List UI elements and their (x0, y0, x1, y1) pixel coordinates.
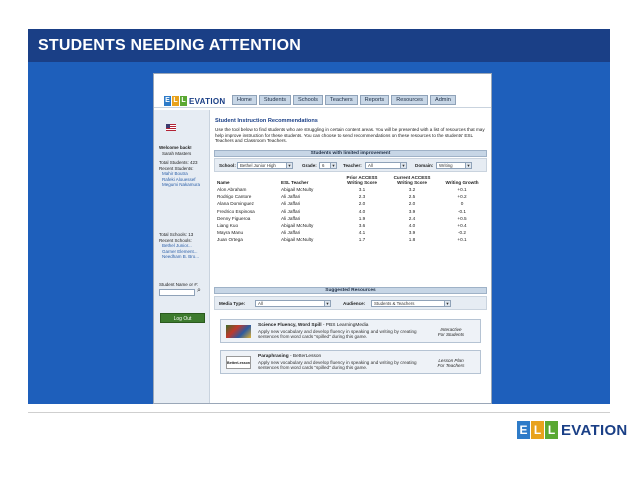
resource-filters (214, 296, 487, 310)
current-score: 3.2 (408, 187, 416, 192)
logout-button[interactable]: Log Out (160, 313, 205, 323)
current-score: 2.4 (408, 215, 416, 221)
school-label: School: (219, 163, 236, 168)
resource-title-line (258, 354, 321, 359)
nav-resources[interactable]: Resources (391, 95, 428, 105)
resource-title[interactable]: Science Fluency, Word Spill (258, 323, 322, 328)
resource-format: Interactive (440, 327, 462, 332)
table-row[interactable] (216, 229, 486, 236)
nav-home[interactable]: Home (232, 95, 257, 105)
welcome-text: Welcome back! (159, 145, 192, 150)
table-row[interactable] (216, 186, 486, 193)
resource-thumbnail (226, 325, 251, 338)
teacher-label: Teacher: (343, 163, 362, 168)
current-score: 3.9 (408, 230, 416, 236)
esl-teacher: Abigail McNulty (281, 223, 314, 229)
student-name[interactable]: Alana Dominguez (217, 201, 255, 207)
logo-letter-e: E (165, 97, 170, 104)
student-name[interactable]: Alon Abraham (217, 187, 247, 192)
domain-value: Writing (439, 163, 453, 168)
media-type-select[interactable] (255, 300, 331, 307)
domain-label: Domain: (415, 163, 434, 168)
resource-source: - BetterLesson (288, 354, 322, 359)
recent-school-link[interactable]: Bethel Junior... (162, 243, 192, 248)
recent-school-link[interactable]: Needham B. Bro... (162, 254, 200, 259)
resource-audience: For Students (437, 332, 465, 338)
audience-value: Students & Teachers (374, 301, 415, 306)
current-score: 1.8 (408, 237, 416, 243)
grade-label: Grade: (302, 163, 317, 168)
table-row[interactable] (216, 236, 486, 243)
esl-teacher: Ali Jaffari (281, 201, 301, 207)
current-score: 3.9 (408, 208, 416, 214)
growth: -0.2 (457, 230, 467, 236)
col-prior-score[interactable]: Prior ACCESS Writing Score (346, 175, 378, 185)
student-name[interactable]: Denny Figueroa (217, 215, 251, 221)
audience-label: Audience: (343, 301, 366, 306)
resource-description: Apply new vocabulary and develop fluency in speaking and writing by creating sentences from word cards "spilled" during this game. (258, 360, 417, 371)
school-value: Bethel Junior High (240, 163, 276, 168)
resource-thumbnail (226, 356, 251, 369)
prior-score: 3.6 (358, 223, 366, 229)
resource-title-line (258, 323, 368, 328)
grade-select[interactable] (319, 162, 337, 169)
teacher-value: All (368, 163, 373, 168)
main-content (214, 110, 489, 403)
table-row[interactable] (216, 215, 486, 222)
nav-students[interactable]: Students (259, 95, 291, 105)
prior-score: 1.9 (358, 215, 366, 221)
growth: +0.5 (457, 215, 467, 221)
nav-teachers[interactable]: Teachers (325, 95, 358, 105)
footer-divider (28, 412, 610, 413)
esl-teacher: Ali Jaffari (281, 208, 301, 214)
slide-title: STUDENTS NEEDING ATTENTION (38, 37, 301, 54)
app-header (154, 74, 491, 108)
student-name[interactable]: Mayra Manu (217, 230, 244, 236)
prior-score: 4.0 (358, 208, 366, 214)
logo-wordmark: EVATION (189, 96, 226, 106)
resource-format: Lesson Plan (438, 358, 464, 363)
current-score: 4.0 (408, 223, 416, 229)
recent-school-link[interactable]: Garner Element... (162, 248, 198, 254)
audience-select[interactable] (371, 300, 451, 307)
student-filters (214, 158, 487, 172)
resources-panel-header: Suggested Resources (214, 287, 487, 294)
logo-wordmark: EVATION (561, 421, 628, 439)
search-icon[interactable]: ⌕ (197, 287, 201, 294)
thumbnail-label: BetterLesson (227, 360, 250, 365)
student-name[interactable]: Liang Kuo (217, 223, 239, 229)
growth: 0 (460, 201, 464, 207)
students-panel-header: Students with limited improvement (214, 150, 487, 157)
logo-letter-e: E (517, 421, 530, 439)
us-flag-icon[interactable] (166, 124, 176, 131)
esl-teacher: Ali Jaffari (281, 194, 301, 200)
resource-card[interactable] (220, 350, 481, 374)
growth: +0.4 (457, 223, 467, 229)
nav-reports[interactable]: Reports (360, 95, 390, 105)
col-current-score[interactable]: Current ACCESS Writing Score (393, 175, 431, 185)
resource-audience: For Teachers (437, 363, 465, 369)
student-search-label: Student Name or #: (159, 282, 199, 287)
logo-letter-l2: L (181, 97, 186, 104)
logo-letter-l2: L (545, 421, 558, 439)
resource-description: Apply new vocabulary and develop fluency in speaking and writing by creating sentences from word cards "spilled" during this game. (258, 329, 417, 340)
growth: +0.1 (457, 187, 467, 192)
esl-teacher: Ali Jaffari (281, 215, 301, 221)
col-esl-teacher[interactable]: ESL Teacher (281, 180, 309, 185)
chevron-down-icon: ▼ (401, 163, 406, 168)
school-select[interactable] (237, 162, 293, 169)
esl-teacher: Abigail McNulty (281, 237, 314, 243)
table-row[interactable] (216, 208, 486, 215)
growth: -0.1 (457, 208, 467, 214)
app-screenshot (153, 73, 492, 404)
resource-title[interactable]: Paraphrasing (258, 354, 289, 359)
resource-type (428, 358, 474, 369)
sidebar (154, 110, 210, 403)
growth: +0.2 (457, 194, 467, 200)
logo-letter-l1: L (173, 97, 178, 104)
prior-score: 4.1 (358, 230, 366, 236)
media-type-value: All (258, 301, 263, 306)
chevron-down-icon: ▼ (331, 163, 336, 168)
chevron-down-icon: ▼ (445, 301, 450, 306)
col-growth[interactable]: Writing Growth (445, 180, 479, 185)
resource-type (428, 327, 474, 338)
recent-student-link[interactable]: Rafeki Alouessef (162, 176, 196, 182)
table-row[interactable] (216, 200, 486, 207)
nav-admin[interactable]: Admin (430, 95, 456, 105)
esl-teacher: Ali Jaffari (281, 230, 301, 236)
main-nav (232, 95, 456, 105)
total-schools: Total Schools: 13 (159, 232, 194, 237)
domain-select[interactable] (436, 162, 472, 169)
student-name[interactable]: Juan Ortega (217, 237, 243, 243)
chevron-down-icon: ▼ (287, 163, 292, 168)
page-description: Use the tool below to find students who are struggling in certain content areas. You will be presented with a list of resources that may help improve instruction for these students. You can choose to send recommendations on these resources to the students' ESL Teachers and Classroom Teachers. (215, 127, 485, 144)
resource-source: - PBS LearningMedia (321, 323, 369, 328)
student-name[interactable]: Fredrico Espinosa (217, 208, 255, 214)
col-name[interactable]: Name (217, 180, 230, 185)
prior-score: 3.1 (358, 187, 366, 192)
table-row[interactable] (216, 193, 486, 200)
nav-schools[interactable]: Schools (293, 95, 323, 105)
user-name: Sarah Masters (162, 151, 192, 156)
recent-student-link[interactable]: Megumi Nakamura (162, 182, 201, 187)
prior-score: 1.7 (358, 237, 366, 243)
recent-schools-label: Recent Schools: (159, 237, 192, 243)
grade-value: 6 (322, 163, 325, 168)
prior-score: 2.0 (358, 201, 366, 207)
teacher-select[interactable] (365, 162, 407, 169)
footer-logo (517, 419, 628, 441)
app-logo[interactable] (164, 96, 225, 106)
student-name[interactable]: Rodrigo Cantore (217, 194, 252, 200)
student-search-input[interactable] (159, 289, 195, 296)
esl-teacher: Abigail McNulty (281, 187, 314, 192)
logo-letter-l1: L (531, 421, 544, 439)
recent-student-link[interactable]: Mahir Boutra (162, 171, 188, 176)
total-students: Total Students: 423 (159, 160, 198, 165)
page-title: Student Instruction Recommendations (215, 118, 318, 124)
current-score: 2.5 (408, 194, 416, 200)
table-header-row (216, 175, 486, 186)
resource-card[interactable] (220, 319, 481, 343)
chevron-down-icon: ▼ (466, 163, 471, 168)
chevron-down-icon: ▼ (325, 301, 330, 306)
table-row[interactable] (216, 222, 486, 229)
recent-students-label: Recent Students: (159, 165, 194, 171)
growth: +0.1 (457, 237, 467, 243)
prior-score: 2.3 (358, 194, 366, 200)
students-table (216, 175, 486, 244)
media-type-label: Media Type: (219, 301, 246, 306)
current-score: 2.0 (408, 201, 416, 207)
